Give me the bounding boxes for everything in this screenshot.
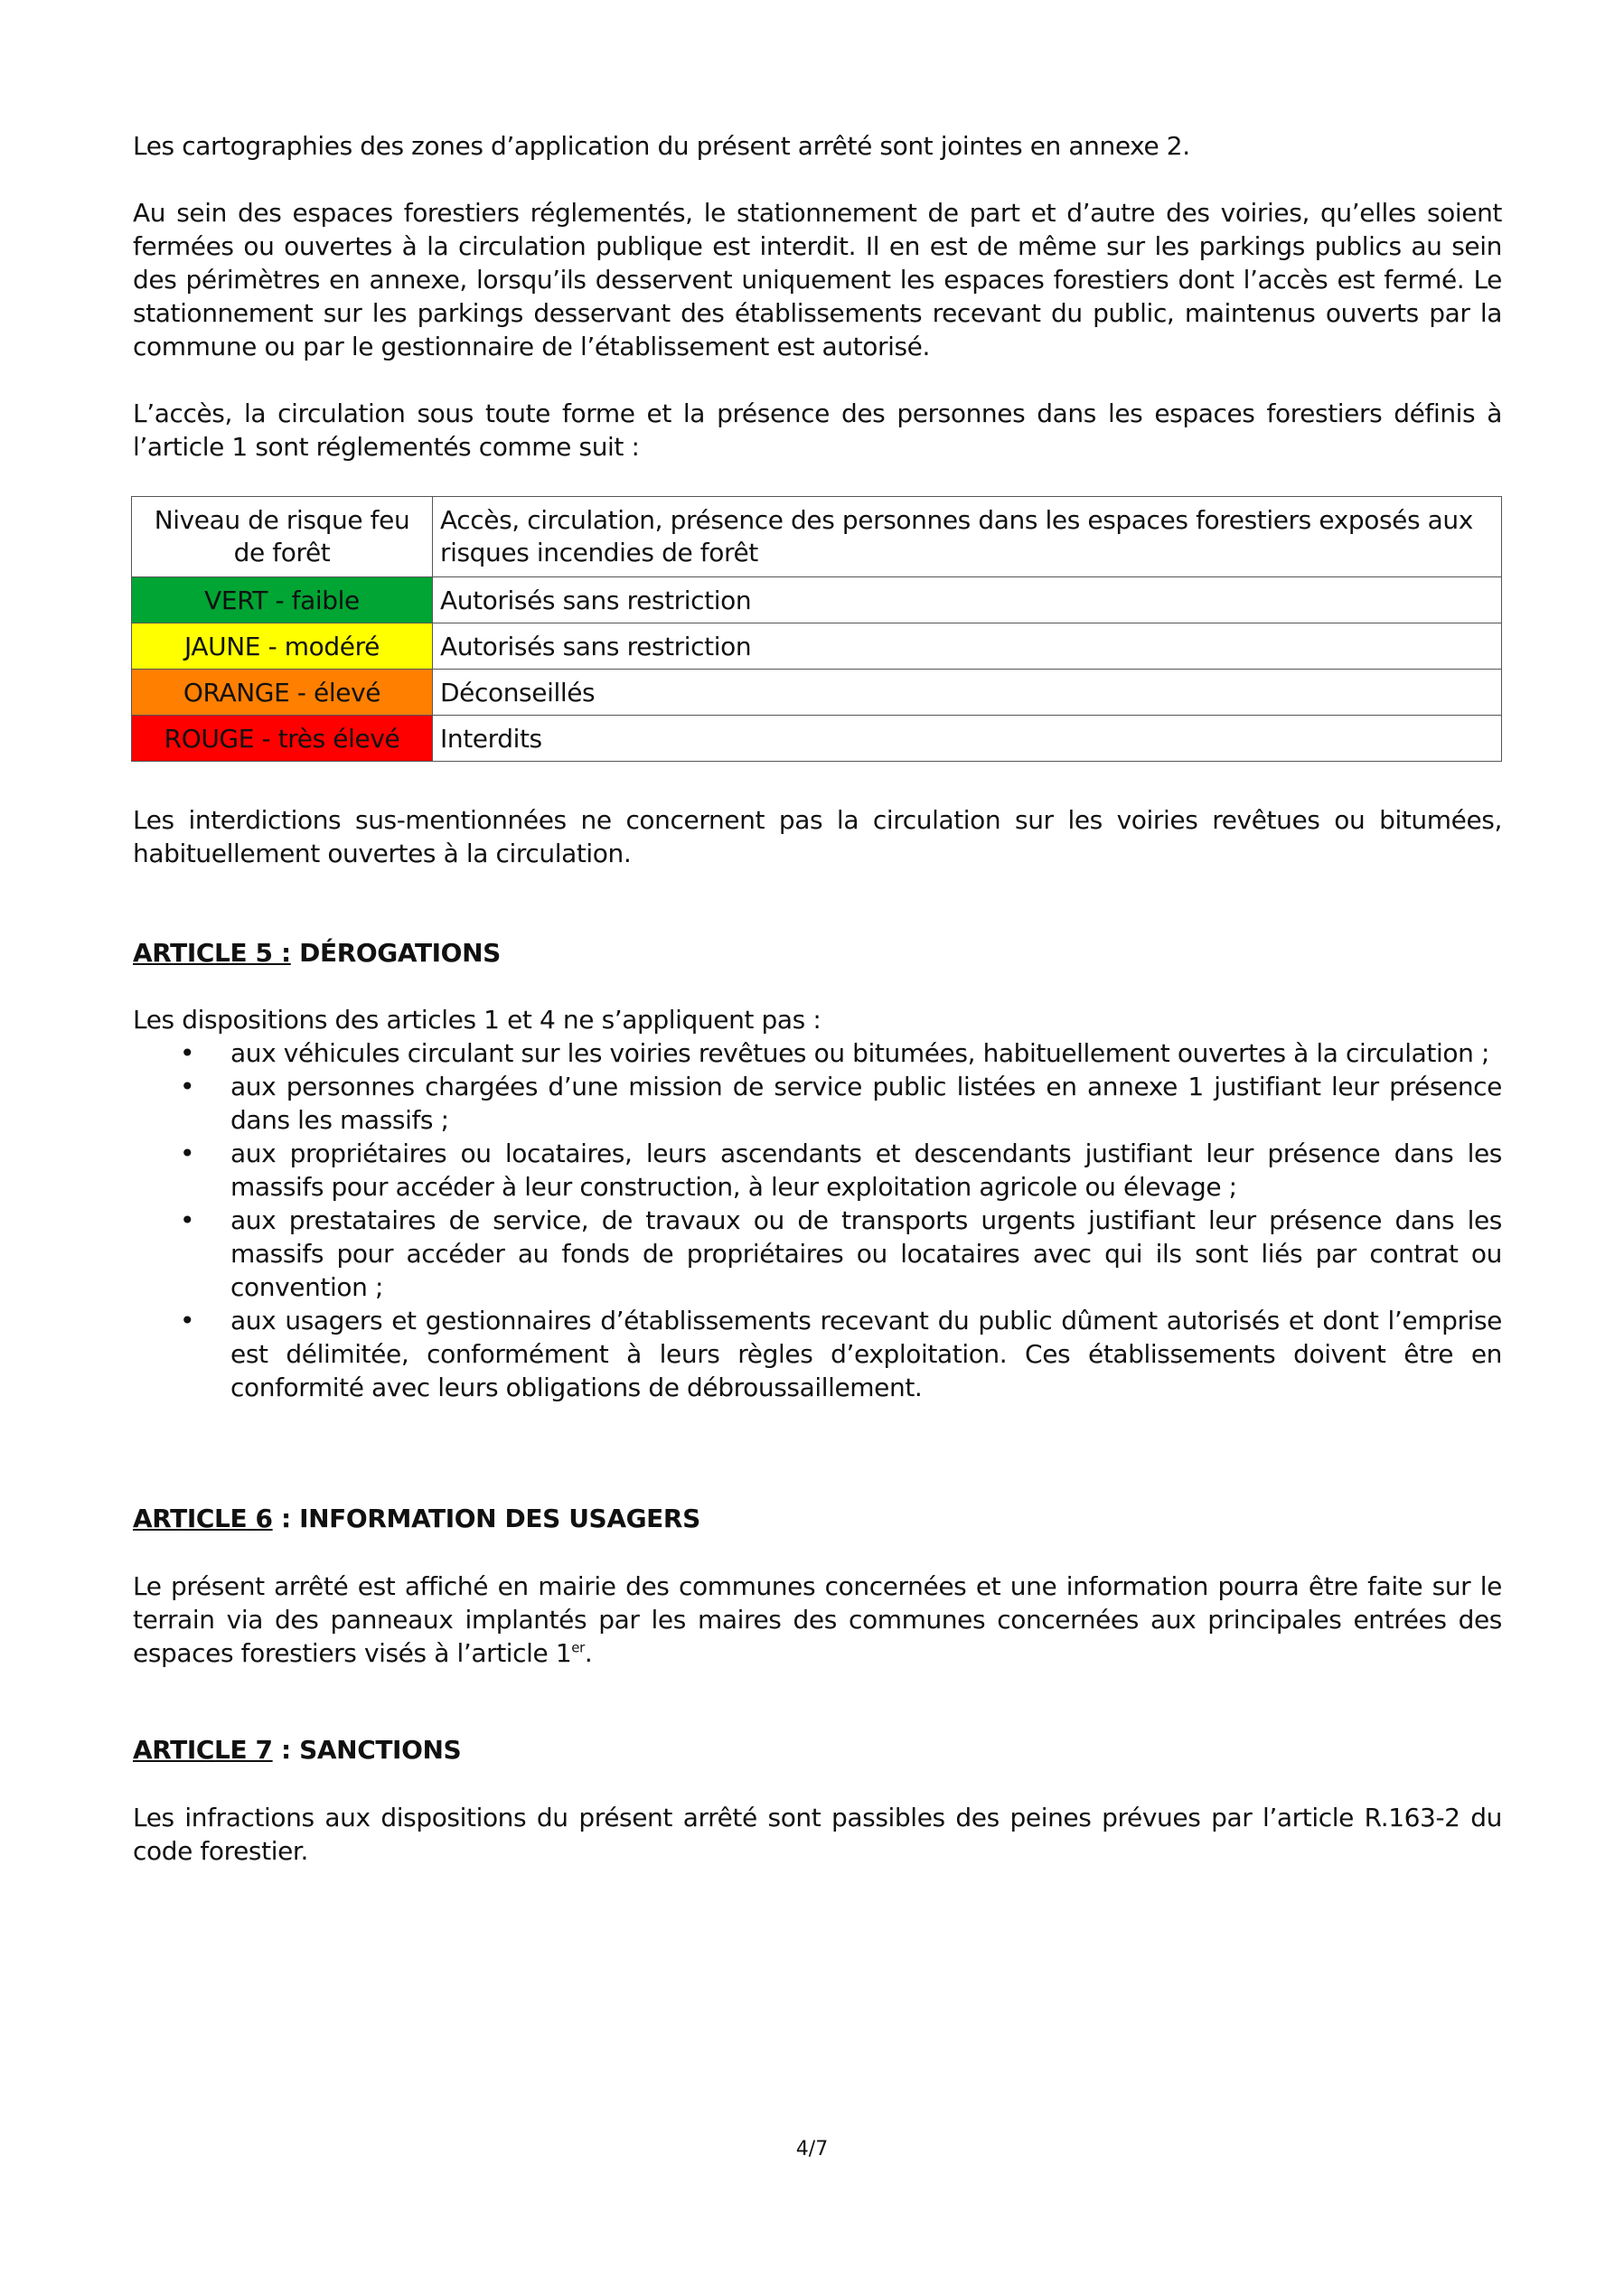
header-risk-level: Niveau de risque feu de forêt <box>132 497 433 577</box>
table-header-row <box>132 497 1502 577</box>
bullet-icon: • <box>180 1072 195 1101</box>
table-row <box>132 577 1502 623</box>
access-rule: Déconseillés <box>433 670 1502 716</box>
article-5-title: DÉROGATIONS <box>290 938 501 968</box>
bullet-icon: • <box>180 1139 195 1168</box>
paragraph-intro: Les cartographies des zones d’application du présent arrêté sont jointes en annexe 2. <box>133 131 1190 161</box>
table-row <box>132 716 1502 762</box>
article-7-title: : SANCTIONS <box>272 1735 462 1765</box>
list-item: • aux personnes chargées d’une mission de service public listées en annexe 1 justifiant leur présence dans les massifs ; <box>180 1072 1502 1135</box>
risk-level-red: ROUGE - très élevé <box>132 716 433 762</box>
article-5-intro: Les dispositions des articles 1 et 4 ne s’appliquent pas : <box>133 1005 821 1035</box>
paragraph-access: L’accès, la circulation sous toute forme et la présence des personnes dans les espaces forestiers définis à l’article 1 sont réglementés comme suit : <box>133 398 1502 462</box>
article-5-label: ARTICLE 5 : <box>133 938 291 968</box>
table-row <box>132 623 1502 670</box>
derogations-list <box>133 1036 1502 1404</box>
article-6-heading <box>133 1502 700 1535</box>
list-item: • aux véhicules circulant sur les voiries revêtues ou bitumées, habituellement ouvertes à la circulation ; <box>180 1038 1489 1068</box>
list-item: • aux propriétaires ou locataires, leurs ascendants et descendants justifiant leur présence dans les massifs pour accéder à leur construction, à leur exploitation agricole ou élevage ; <box>180 1139 1502 1202</box>
risk-level-orange: ORANGE - élevé <box>132 670 433 716</box>
table-row <box>132 670 1502 716</box>
article-7-label: ARTICLE 7 <box>133 1735 273 1765</box>
risk-level-green: VERT - faible <box>132 577 433 623</box>
header-access: Accès, circulation, présence des personnes dans les espaces forestiers exposés aux risques incendies de forêt <box>433 497 1502 577</box>
bullet-icon: • <box>180 1038 195 1068</box>
bullet-icon: • <box>180 1306 195 1335</box>
risk-level-yellow: JAUNE - modéré <box>132 623 433 670</box>
access-rule: Autorisés sans restriction <box>433 577 1502 623</box>
article-5-heading <box>133 936 501 970</box>
article-6-text: Le présent arrêté est affiché en mairie des communes concernées et une information pourra être faite sur le terrain via des panneaux implantés par les maires des communes concernées aux principales entrées des espaces forestiers visés à l’article 1er. <box>133 1571 1502 1668</box>
paragraph-parking: Au sein des espaces forestiers réglementés, le stationnement de part et d’autre des voiries, qu’elles soient fermées ou ouvertes à la circulation publique est interdit. Il en est de même sur les parkings publics au sein des périmètres en annexe, lorsqu’ils desservent uniquement les espaces forestiers dont l’accès est fermé. Le stationnement sur les parkings desservant des établissements recevant du public, maintenus ouverts par la commune ou par le gestionnaire de l’établissement est autorisé. <box>133 198 1502 361</box>
risk-level-table <box>131 496 1502 762</box>
article-6-label: ARTICLE 6 <box>133 1504 273 1533</box>
bullet-icon: • <box>180 1205 195 1235</box>
list-item: • aux usagers et gestionnaires d’établissements recevant du public dûment autorisés et dont l’emprise est délimitée, conformément à leurs règles d’exploitation. Ces établissements doivent être en conformité avec leurs obligations de débroussaillement. <box>180 1306 1502 1402</box>
list-item: • aux prestataires de service, de travaux ou de transports urgents justifiant leur présence dans les massifs pour accéder au fonds de propriétaires ou locataires avec qui ils sont liés par contrat ou convention ; <box>180 1205 1502 1302</box>
article-7-heading <box>133 1733 461 1767</box>
access-rule: Interdits <box>433 716 1502 762</box>
page-number: 4/7 <box>795 2138 829 2160</box>
paragraph-roads: Les interdictions sus-mentionnées ne concernent pas la circulation sur les voiries revêtues ou bitumées, habituellement ouvertes à la circulation. <box>133 805 1502 868</box>
access-rule: Autorisés sans restriction <box>433 623 1502 670</box>
article-6-title: : INFORMATION DES USAGERS <box>272 1504 700 1533</box>
article-7-text: Les infractions aux dispositions du présent arrêté sont passibles des peines prévues par l’article R.163-2 du code forestier. <box>133 1803 1502 1866</box>
